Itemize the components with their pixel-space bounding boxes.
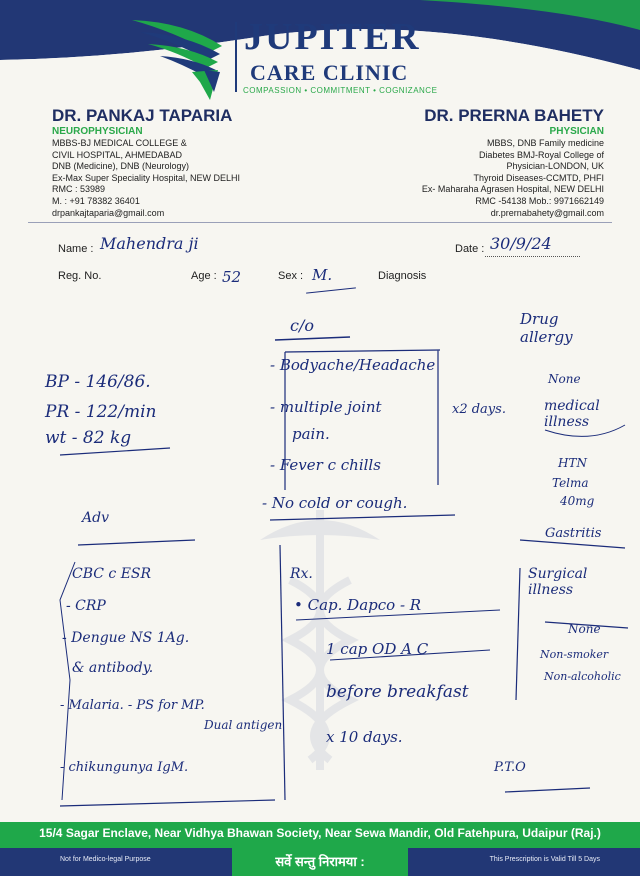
medical-item: HTN: [558, 456, 587, 470]
advice-heading: Adv: [82, 510, 109, 526]
rx-line: x 10 days.: [326, 728, 403, 746]
pto-note: P.T.O: [494, 760, 526, 775]
clinic-address: 15/4 Sagar Enclave, Near Vidhya Bhawan Society, Near Sewa Mandir, Old Fatehpura, Udaipur (Raj.): [39, 826, 601, 840]
complaint-item: - Fever c chills: [270, 456, 381, 474]
credential-line: CIVIL HOSPITAL, AHMEDABAD: [52, 149, 183, 160]
credential-line: MBBS-BJ MEDICAL COLLEGE &: [52, 138, 187, 148]
credential-line: DNB (Medicine), DNB (Neurology): [52, 161, 190, 172]
credential-line: Ex-Max Super Speciality Hospital, NEW DELHI: [52, 172, 241, 183]
credential-line: Physician-LONDON, UK: [506, 161, 604, 172]
habit-item: Non-smoker: [540, 648, 609, 661]
credential-line: Thyroid Diseases-CCMTD, PHFI: [473, 172, 604, 183]
investigation-item: - Malaria. - PS for MP.: [60, 698, 205, 713]
sex-label: Sex :: [278, 270, 304, 282]
medical-item: Telma: [552, 476, 589, 490]
gastritis-note: Gastritis: [545, 526, 602, 541]
drug-allergy-value: None: [548, 372, 581, 386]
visit-date: 30/9/24: [490, 234, 552, 253]
doctor-right-name: DR. PRERNA BAHETY: [424, 106, 604, 125]
vital-pr: PR - 122/min: [45, 402, 157, 422]
credential-line: M. : +91 78382 36401: [52, 195, 140, 206]
complaint-item: - No cold or cough.: [262, 494, 408, 512]
date-label: Date :: [455, 243, 485, 255]
age-label: Age :: [191, 270, 217, 282]
doctor-left-specialty: NEUROPHYSICIAN: [52, 126, 143, 137]
footer-slogan: सर्वे सन्तु निरामया :: [275, 854, 365, 869]
patient-age: 52: [222, 268, 242, 286]
complaint-item: pain.: [292, 425, 330, 443]
credential-line: Ex- Maharaha Agrasen Hospital, NEW DELHI: [421, 184, 604, 195]
surgical-illness-value: None: [568, 622, 601, 636]
footer-right-note: This Prescription is Valid Till 5 Days: [489, 856, 600, 863]
habit-item: Non-alcoholic: [544, 670, 621, 683]
diagnosis-label: Diagnosis: [378, 270, 427, 282]
clinic-name: JUPITER: [244, 16, 421, 58]
co-heading: c/o: [290, 316, 314, 335]
credential-line: Diabetes BMJ-Royal College of: [478, 149, 604, 160]
credential-line: RMC -54138 Mob.: 9971662149: [475, 195, 604, 206]
name-label: Name :: [58, 243, 94, 255]
patient-sex: M.: [312, 266, 333, 284]
surgical-illness-heading: Surgical illness: [528, 566, 588, 598]
rx-heading: Rx.: [290, 566, 313, 582]
rx-line: • Cap. Dapco - R: [294, 596, 422, 614]
reg-label: Reg. No.: [58, 270, 102, 282]
investigation-item: CBC c ESR: [72, 566, 152, 582]
doctor-left-name: DR. PANKAJ TAPARIA: [52, 106, 233, 125]
drug-allergy-heading: Drug allergy: [520, 310, 573, 346]
clinic-tagline: COMPASSION • COMMITMENT • COGNIZANCE: [243, 86, 438, 95]
credential-line: dr.prernabahety@gmail.com: [490, 207, 604, 218]
investigation-item: - chikungunya IgM.: [60, 760, 189, 775]
complaint-item: - multiple joint: [270, 398, 382, 416]
clinic-subtitle: CARE CLINIC: [250, 60, 409, 85]
complaint-item: - Bodyache/Headache: [270, 356, 436, 374]
investigation-item: - Dengue NS 1Ag.: [62, 630, 190, 646]
credential-line: RMC : 53989: [52, 184, 106, 195]
investigation-item: & antibody.: [72, 660, 154, 676]
rx-line: before breakfast: [326, 682, 469, 702]
investigation-item: - CRP: [66, 598, 106, 614]
medical-illness-heading: medical illness: [544, 398, 600, 430]
doctor-right-specialty: PHYSICIAN: [549, 126, 604, 137]
footer-left-note: Not for Medico-legal Purpose: [60, 856, 151, 863]
vital-weight: wt - 82 kg: [45, 428, 132, 448]
complaint-duration: x2 days.: [452, 402, 506, 417]
credential-line: drpankajtaparia@gmail.com: [52, 207, 165, 218]
medical-item: 40mg: [560, 494, 595, 508]
credential-line: MBBS, DNB Family medicine: [486, 138, 604, 148]
patient-name: Mahendra ji: [100, 234, 199, 253]
rx-line: 1 cap OD A C: [326, 640, 429, 658]
vital-bp: BP - 146/86.: [45, 372, 151, 392]
investigation-item: Dual antigen: [204, 718, 283, 732]
